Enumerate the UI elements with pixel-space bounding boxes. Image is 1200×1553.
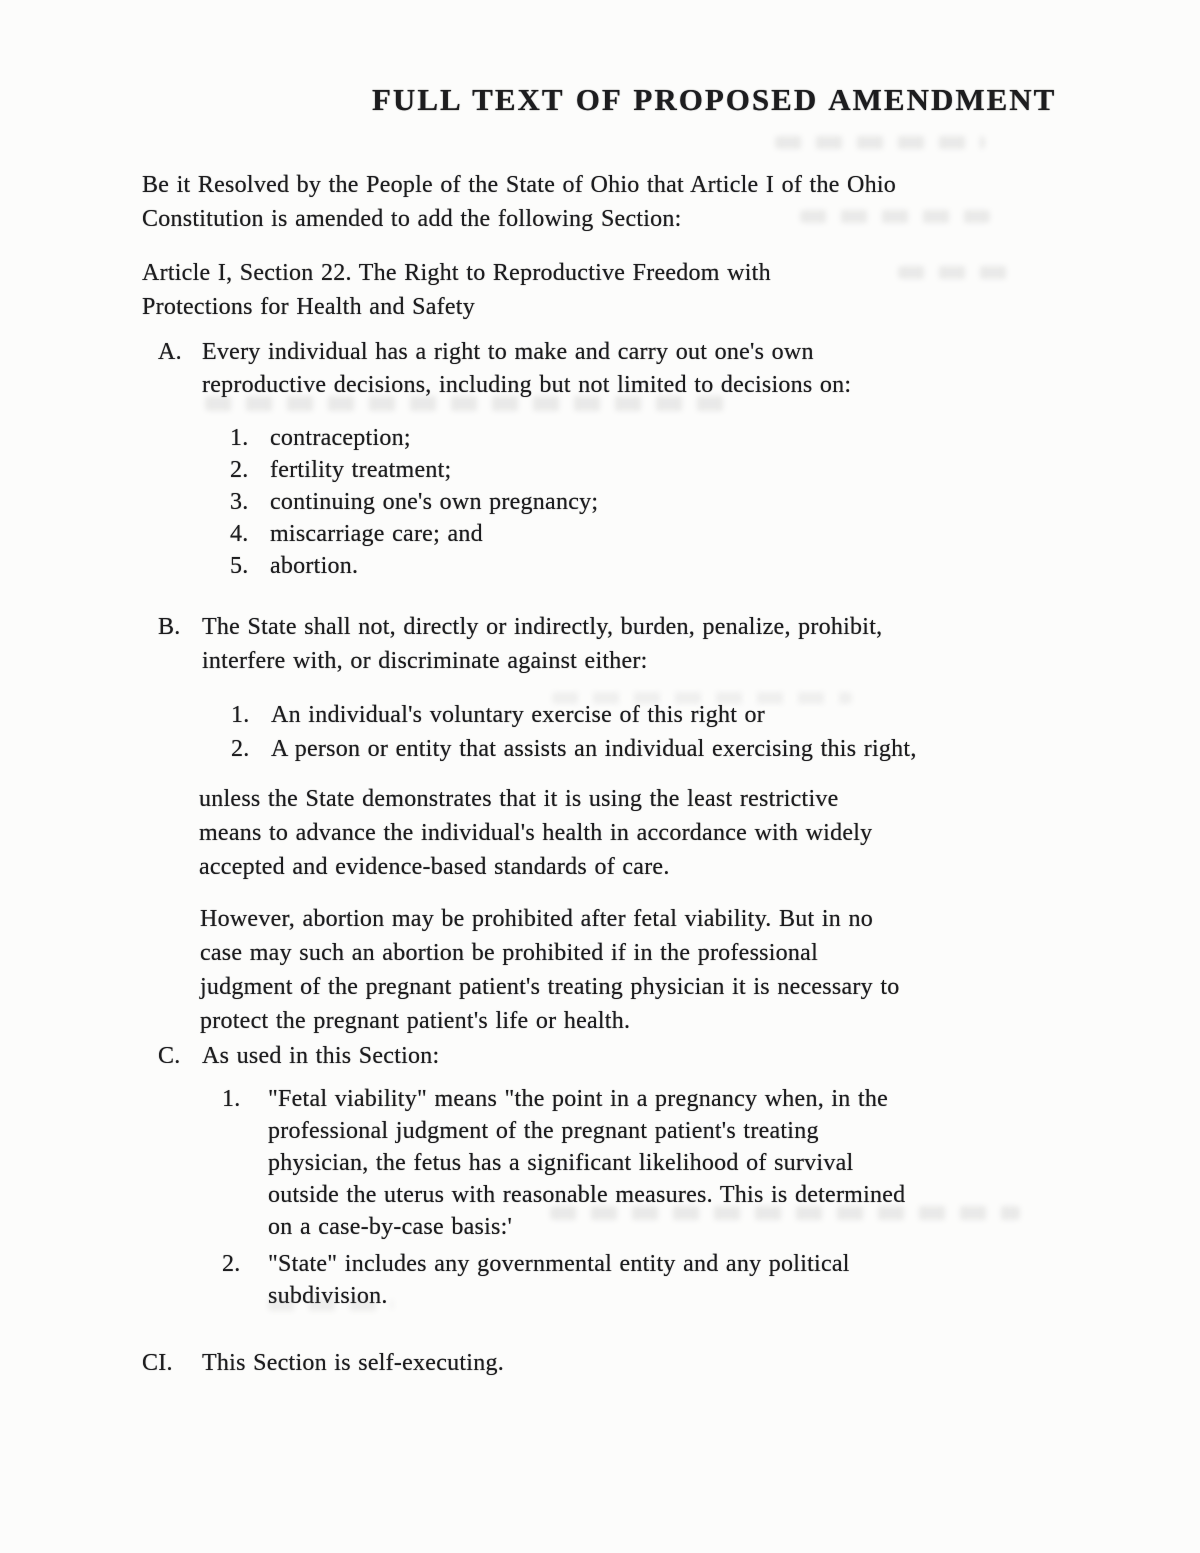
list-item-text: continuing one's own pregnancy;	[270, 489, 599, 515]
list-item	[230, 550, 598, 582]
section-a-line: reproductive decisions, including but not limited to decisions on:	[202, 372, 852, 398]
section-c-list	[222, 1083, 905, 1312]
section-a-label: A.	[158, 339, 182, 365]
section-d-text	[202, 1347, 504, 1380]
definition-line: on a case-by-case basis:'	[268, 1214, 513, 1240]
list-item	[230, 486, 598, 518]
section-c-text	[202, 1040, 439, 1073]
list-item-text: miscarriage care; and	[270, 521, 483, 547]
article-heading-line: Article I, Section 22. The Right to Reproductive Freedom with	[142, 260, 771, 286]
definition-line: physician, the fetus has a significant likelihood of survival	[268, 1150, 854, 1176]
list-item	[230, 422, 598, 454]
scan-ghost	[552, 692, 852, 704]
section-a-text	[202, 336, 851, 402]
intro-line: Constitution is amended to add the following Section:	[142, 206, 682, 232]
list-item-number: 2.	[222, 1251, 241, 1277]
list-item-number: 2.	[231, 736, 250, 762]
scan-ghost	[550, 1206, 1020, 1220]
definition-line: outside the uterus with reasonable measures. This is determined	[268, 1182, 906, 1208]
paragraph-line: judgment of the pregnant patient's treating physician it is necessary to	[200, 974, 900, 1000]
definition-line: "Fetal viability" means "the point in a pregnancy when, in the	[268, 1086, 889, 1112]
list-item-number: 4.	[230, 521, 249, 547]
section-d-label: CI.	[142, 1350, 173, 1376]
list-item-number: 2.	[230, 457, 249, 483]
section-b-line: interfere with, or discriminate against either:	[202, 648, 648, 674]
page-title: FULL TEXT OF PROPOSED AMENDMENT	[372, 82, 1057, 117]
list-item	[230, 454, 598, 486]
intro-line: Be it Resolved by the People of the State of Ohio that Article I of the Ohio	[142, 172, 897, 198]
paragraph-line: case may such an abortion be prohibited if in the professional	[200, 940, 818, 966]
paragraph-line: accepted and evidence-based standards of care.	[199, 854, 670, 880]
scan-ghost	[775, 136, 985, 149]
section-a-line: Every individual has a right to make and carry out one's own	[202, 339, 814, 365]
paragraph-line: However, abortion may be prohibited after fetal viability. But in no	[200, 906, 873, 932]
list-item-text: A person or entity that assists an individual exercising this right,	[271, 736, 917, 762]
list-item-text: An individual's voluntary exercise of this right or	[271, 702, 766, 728]
section-b-line: The State shall not, directly or indirectly, burden, penalize, prohibit,	[202, 614, 883, 640]
section-b-text	[202, 610, 882, 678]
intro-paragraph	[142, 168, 896, 236]
however-paragraph	[200, 902, 899, 1038]
section-d-line: This Section is self-executing.	[202, 1350, 504, 1376]
list-item	[230, 518, 598, 550]
section-a	[158, 336, 851, 402]
section-b-list	[231, 698, 917, 766]
scan-ghost	[800, 210, 990, 223]
section-c	[158, 1040, 439, 1073]
definition-line: professional judgment of the pregnant patient's treating	[268, 1118, 819, 1144]
list-item-number: 5.	[230, 553, 249, 579]
section-c-label: C.	[158, 1043, 181, 1069]
list-item-number: 3.	[230, 489, 249, 515]
list-item-number: 1.	[230, 425, 249, 451]
scan-ghost	[205, 396, 730, 411]
unless-paragraph	[199, 782, 872, 884]
paragraph-line: unless the State demonstrates that it is using the least restrictive	[199, 786, 839, 812]
list-item-text: fertility treatment;	[270, 457, 452, 483]
article-heading-line: Protections for Health and Safety	[142, 294, 475, 320]
list-item	[231, 732, 917, 766]
scan-ghost	[268, 1298, 393, 1311]
section-b	[158, 610, 882, 678]
section-d	[142, 1347, 504, 1380]
paragraph-line: means to advance the individual's health in accordance with widely	[199, 820, 873, 846]
list-item-number: 1.	[231, 702, 250, 728]
definition-line: subdivision.	[268, 1283, 388, 1309]
list-item-number: 1.	[222, 1086, 241, 1112]
definition-line: "State" includes any governmental entity and any political	[268, 1251, 850, 1277]
section-a-list	[230, 422, 598, 582]
article-heading	[142, 256, 771, 324]
section-c-line: As used in this Section:	[202, 1043, 440, 1069]
list-item-text: contraception;	[270, 425, 411, 451]
section-b-label: B.	[158, 614, 181, 640]
list-item-text: abortion.	[270, 553, 359, 579]
paragraph-line: protect the pregnant patient's life or health.	[200, 1008, 631, 1034]
scan-ghost	[898, 266, 1010, 279]
